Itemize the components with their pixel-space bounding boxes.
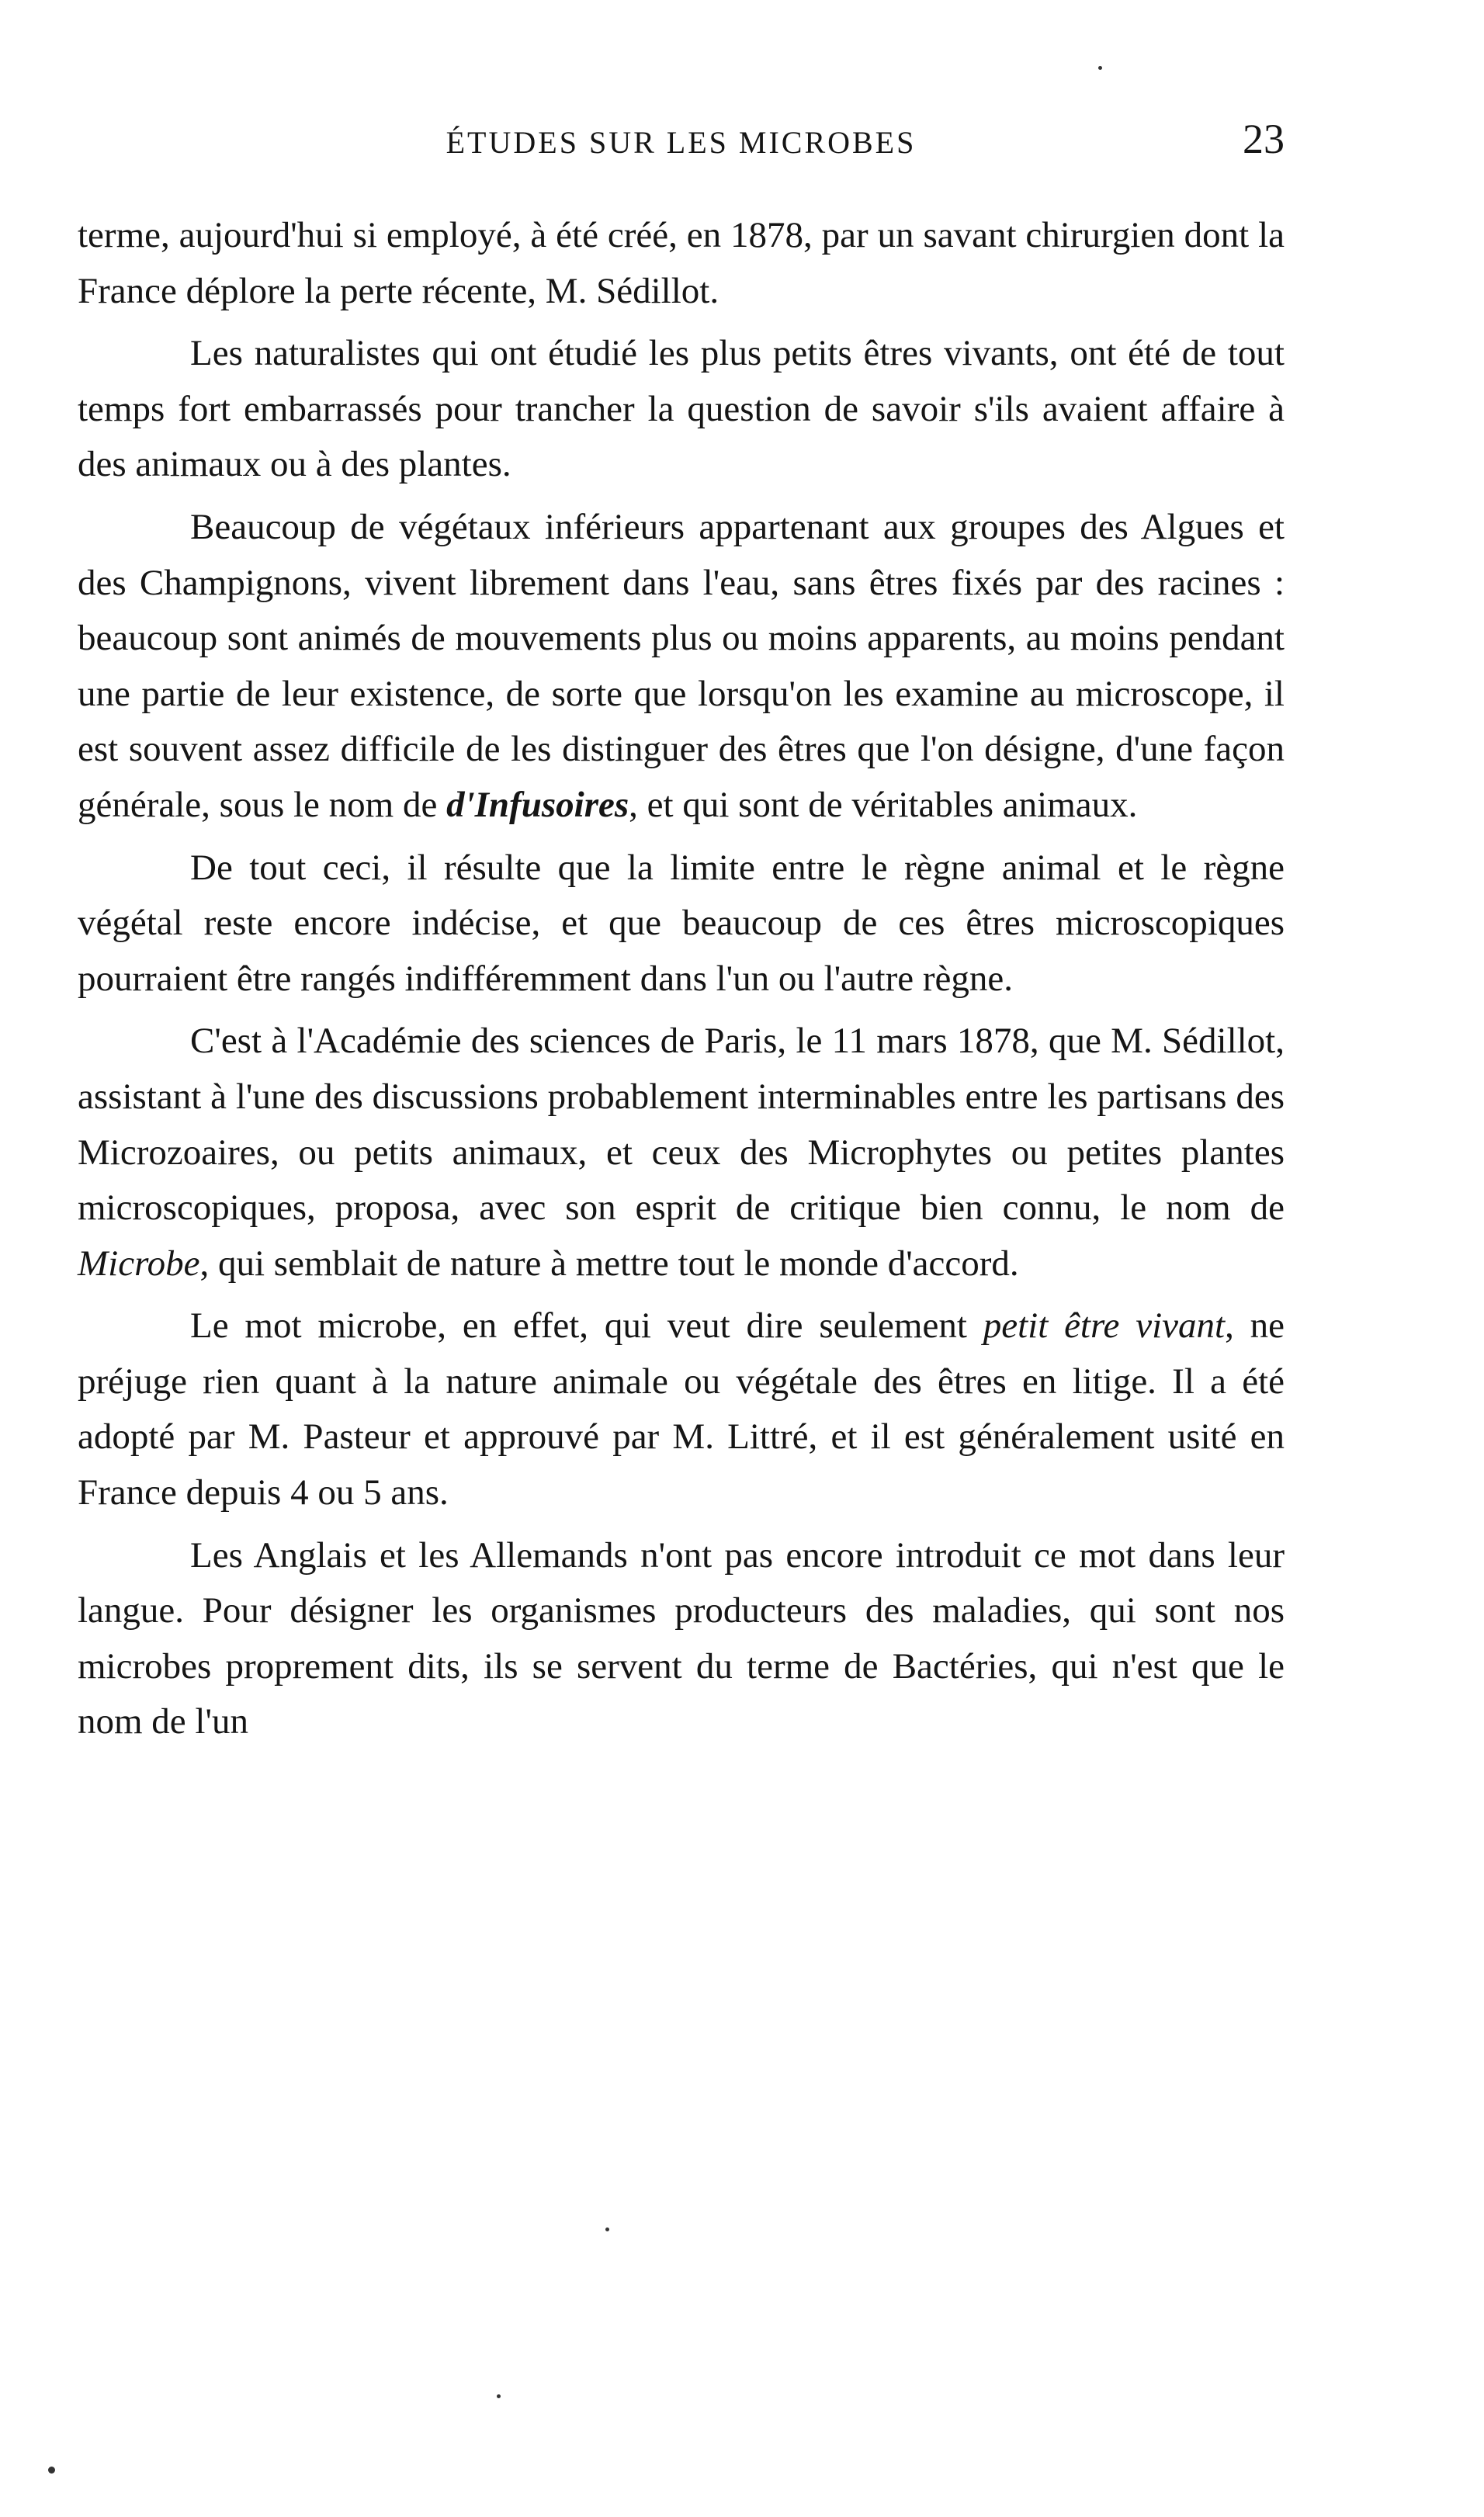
term-infusoires: d'Infusoires	[446, 784, 629, 825]
term-microbe: Microbe	[78, 1243, 200, 1284]
paragraph-text: Beaucoup de végétaux inférieurs appartenant aux groupes des Algues et des Champignons, vivent librement dans l'eau, sans êtres fixés par des racines : beaucoup sont animés de mouvements plus ou moins apparents, au moins pendant une partie de leur existence, de sorte que lorsqu'on les examine au microscope, il est souvent assez difficile de les distinguer des êtres que l'on désigne, d'une façon générale, sous le nom de	[78, 506, 1285, 825]
term-petit-etre-vivant: petit être vivant	[983, 1305, 1226, 1347]
paragraph-text: Les Anglais et les Allemands n'ont pas encore introduit ce mot dans leur langue. Pour désigner les organismes producteurs des maladies, qui sont nos microbes proprement dits, ils se servent du terme de Bactéries, qui n'est que le nom de l'un	[78, 1534, 1285, 1742]
paragraph-text: terme, aujourd'hui si employé, à été créé, en 1878, par un savant chirurgien dont la France déplore la perte récente, M. Sédillot.	[78, 215, 1285, 311]
scan-speck	[605, 2228, 609, 2231]
running-head	[78, 115, 1285, 169]
paragraph-text: Le mot microbe, en effet, qui veut dire seulement	[190, 1305, 983, 1347]
paragraph-1	[78, 208, 1285, 319]
paragraph-5	[78, 1014, 1285, 1291]
paragraph-text: De tout ceci, il résulte que la limite entre le règne animal et le règne végétal reste encore indécise, et que beaucoup de ces êtres microscopiques pourraient être rangés indifféremment dans l'un ou l'autre règne.	[78, 847, 1285, 999]
paragraph-text: , qui semblait de nature à mettre tout le monde d'accord.	[199, 1243, 1019, 1284]
running-title: ÉTUDES SUR LES MICROBES	[446, 125, 917, 160]
paragraph-text: Les naturalistes qui ont étudié les plus petits êtres vivants, ont été de tout temps fort embarrassés pour trancher la question de savoir s'ils avaient affaire à des animaux ou à des plantes.	[78, 333, 1285, 485]
paragraph-6	[78, 1298, 1285, 1520]
scan-speck	[1098, 66, 1102, 70]
scan-speck	[497, 2394, 501, 2398]
paragraph-3	[78, 500, 1285, 834]
page-number: 23	[1243, 116, 1285, 162]
paragraph-4	[78, 841, 1285, 1007]
scan-speck	[48, 2467, 55, 2474]
paragraph-7	[78, 1528, 1285, 1750]
paragraph-text: , et qui sont de véritables animaux.	[629, 784, 1138, 825]
paragraph-2	[78, 326, 1285, 493]
paragraph-text: C'est à l'Académie des sciences de Paris, le 11 mars 1878, que M. Sédillot, assistant à l'une des discussions probablement interminables entre les partisans des Microzoaires, ou petits animaux, et ceux des Microphytes ou petites plantes microscopiques, proposa, avec son esprit de critique bien connu, le nom de	[78, 1021, 1285, 1229]
paragraph-text: , ne préjuge rien quant à la nature animale ou végétale des êtres en litige. Il a été adopté par M. Pasteur et approuvé par M. Littré, et il est généralement usité en France depuis 4 ou 5 ans.	[78, 1305, 1285, 1513]
body-text	[78, 208, 1285, 1757]
